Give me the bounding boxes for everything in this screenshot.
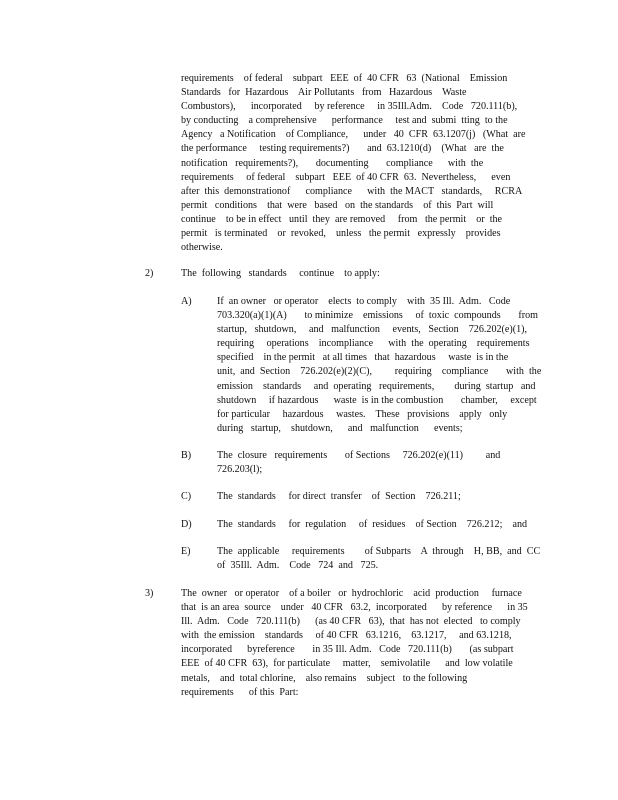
continuation-paragraph	[181, 72, 526, 255]
subitem-b-text	[217, 449, 500, 477]
subitem-d-line: The standards for regulation of residues of Section 726.212; and	[217, 519, 528, 530]
item-2-number: 2)	[145, 268, 154, 279]
subitem-d-text	[217, 518, 527, 532]
continuation-line: by conducting a comprehensive performance test and submi tting to the	[181, 115, 508, 127]
subitem-a-line: during startup, shutdown, and malfunction events;	[217, 422, 463, 434]
continuation-line: otherwise.	[181, 242, 223, 254]
continuation-line: Combustors), incorporated by reference in 35Ill.Adm. Code 720.111(b),	[181, 101, 518, 113]
item-3-line: requirements of this Part:	[181, 686, 299, 698]
subitem-a-line: emission standards and operating requirements, during startup and	[217, 380, 536, 392]
subitem-d-letter: D)	[181, 519, 192, 530]
subitem-a-text	[217, 295, 541, 436]
subitem-a-line: startup, shutdown, and malfunction events, Section 726.202(e)(1),	[217, 324, 528, 336]
subitem-a-line: shutdown if hazardous waste is in the combustion chamber, except	[217, 394, 537, 406]
subitem-a-letter: A)	[181, 296, 192, 307]
subitem-a-line: requiring operations incompliance with the operating requirements	[217, 338, 530, 350]
item-3-line: The owner or operator of a boiler or hydrochloric acid production furnace	[181, 588, 522, 599]
continuation-line: requirements of federal subpart EEE of 40 CFR 63. Nevertheless, even	[181, 171, 511, 183]
item-2-text: The following standards continue to apply:	[181, 268, 380, 279]
subitem-e-line: The applicable requirements of Subparts A through H, BB, and CC	[217, 546, 541, 557]
subitem-e-letter: E)	[181, 546, 191, 557]
continuation-line: permit is terminated or revoked, unless the permit expressly provides	[181, 228, 501, 240]
subitem-a-line: specified in the permit at all times that hazardous waste is in the	[217, 352, 509, 364]
subitem-e-text	[217, 545, 540, 573]
item-3-line: incorporated byreference in 35 Ill. Adm. Code 720.111(b) (as subpart	[181, 644, 514, 656]
subitem-a-line: 703.320(a)(1)(A) to minimize emissions of toxic compounds from	[217, 310, 538, 322]
subitem-e-line: of 35Ill. Adm. Code 724 and 725.	[217, 560, 379, 572]
subitem-b-letter: B)	[181, 450, 192, 461]
subitem-b-line: 726.203(l);	[217, 464, 263, 476]
continuation-line: Agency a Notification of Compliance, under 40 CFR 63.1207(j) (What are	[181, 129, 526, 141]
continuation-line: the performance testing requirements?) and 63.1210(d) (What are the	[181, 143, 504, 155]
subitem-a-line: for particular hazardous wastes. These provisions apply only	[217, 408, 508, 420]
item-3-line: metals, and total chlorine, also remains subject to the following	[181, 672, 468, 684]
subitem-a-line: unit, and Section 726.202(e)(2)(C), requiring compliance with the	[217, 366, 542, 378]
continuation-line: continue to be in effect until they are removed from the permit or the	[181, 213, 503, 225]
continuation-line: permit conditions that were based on the standards of this Part will	[181, 199, 494, 211]
subitem-c-line: The standards for direct transfer of Section 726.211;	[217, 491, 461, 502]
item-3-line: that is an area source under 40 CFR 63.2, incorporated by reference in 35	[181, 602, 528, 614]
continuation-line: Standards for Hazardous Air Pollutants from Hazardous Waste	[181, 87, 467, 99]
item-3-line: with the emission standards of 40 CFR 63.1216, 63.1217, and 63.1218,	[181, 630, 512, 642]
item-3-text	[181, 587, 528, 700]
continuation-line: after this demonstrationof compliance with the MACT standards, RCRA	[181, 185, 523, 197]
subitem-a-line: If an owner or operator elects to comply with 35 Ill. Adm. Code	[217, 296, 511, 307]
continuation-line: notification requirements?), documenting compliance with the	[181, 157, 484, 169]
item-3-line: Ill. Adm. Code 720.111(b) (as 40 CFR 63), that has not elected to comply	[181, 616, 521, 628]
subitem-c-letter: C)	[181, 491, 192, 502]
subitem-c-text	[217, 490, 461, 504]
item-3-line: EEE of 40 CFR 63), for particulate matter, semivolatile and low volatile	[181, 658, 513, 670]
subitem-b-line: The closure requirements of Sections 726.202(e)(11) and	[217, 450, 501, 461]
continuation-line: requirements of federal subpart EEE of 40 CFR 63 (National Emission	[181, 73, 508, 84]
item-3-number: 3)	[145, 588, 154, 599]
